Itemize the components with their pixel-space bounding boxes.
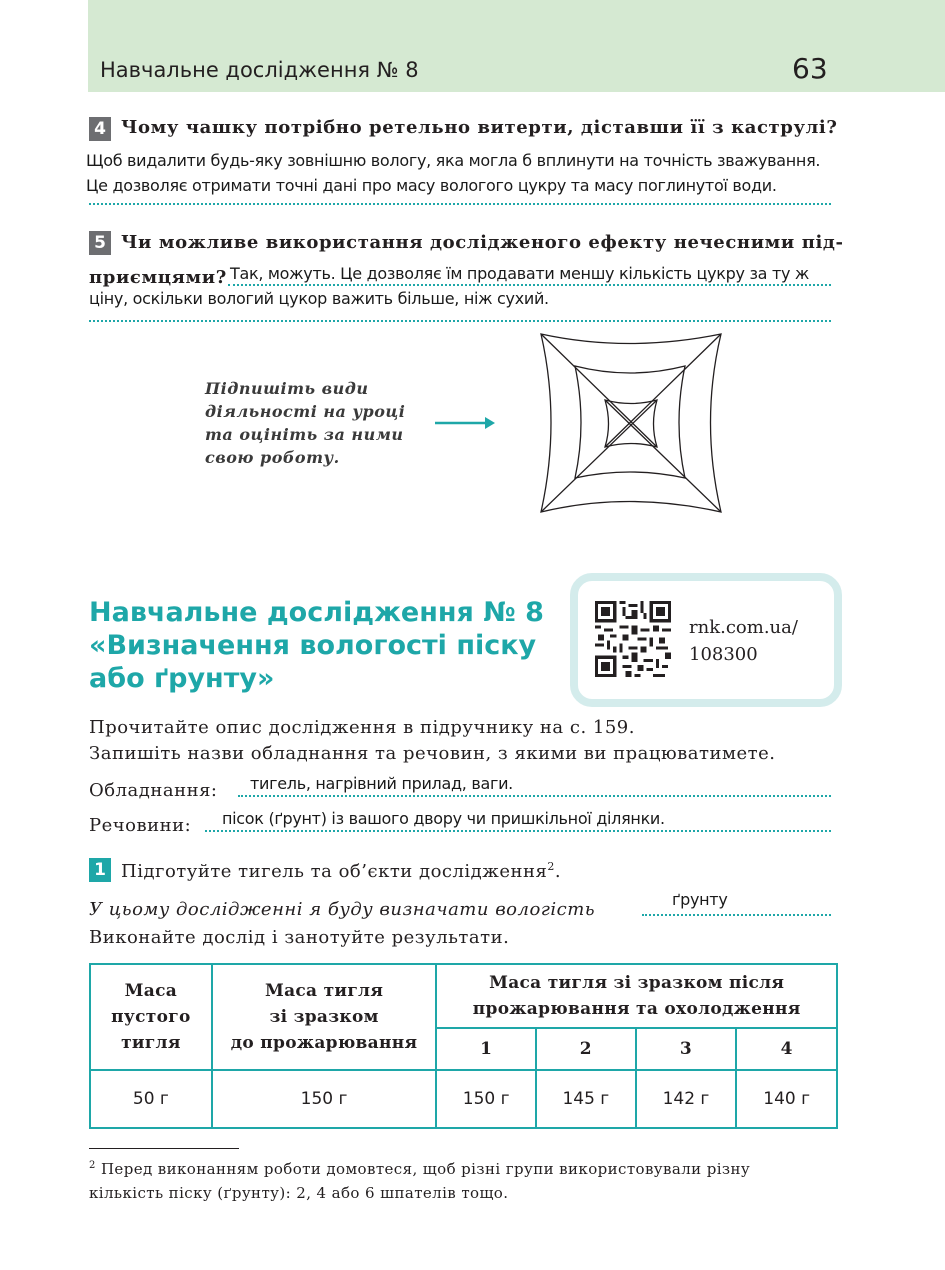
humidity-label: У цьому дослідженні я буду визначати вологість xyxy=(89,899,596,920)
footnote-line-2: кількість піску (ґрунту): 2, 4 або 6 шпателів тощо. xyxy=(89,1184,509,1202)
answer-5-dotted-line-2 xyxy=(89,320,831,322)
question-number-5: 5 xyxy=(89,231,111,255)
cell-after-1: 150 г xyxy=(436,1070,536,1128)
substances-value: пісок (ґрунт) із вашого двору чи пришкільної ділянки. xyxy=(222,809,665,828)
subheader-2: 2 xyxy=(536,1028,636,1070)
section-heading-line-1: Навчальне дослідження № 8 xyxy=(89,597,544,628)
equipment-label: Обладнання: xyxy=(89,780,218,801)
reflection-line-4: свою роботу. xyxy=(205,448,340,467)
step-1-text: Підготуйте тигель та об’єкти дослідження$^2$. xyxy=(121,860,562,882)
header-empty-crucible-mass: Маса пустого тигля xyxy=(90,964,212,1070)
section-heading-line-2: «Визначення вологості піску xyxy=(89,630,537,661)
footnote-divider xyxy=(89,1148,239,1149)
footnote-line-1: $^2$ Перед виконанням роботи домовтеся, щоб різні групи використовували різну xyxy=(89,1160,751,1178)
results-table xyxy=(89,963,838,1129)
answer-4-line-2: Це дозволяє отримати точні дані про масу вологого цукру та масу поглинутої води. xyxy=(86,176,777,195)
humidity-value: ґрунту xyxy=(672,890,728,909)
cell-after-2: 145 г xyxy=(536,1070,636,1128)
question-5-text-line-1: Чи можливе використання дослідженого ефекту нечесними під- xyxy=(121,232,844,253)
substances-dotted-line xyxy=(205,830,831,832)
subheader-4: 4 xyxy=(736,1028,837,1070)
subheader-1: 1 xyxy=(436,1028,536,1070)
answer-5-dotted-line-1 xyxy=(228,284,831,286)
header-mass-after-heating: Маса тигля зі зразком після прожарювання та охолодження xyxy=(436,964,837,1028)
cell-after-3: 142 г xyxy=(636,1070,737,1128)
arrow-right-icon xyxy=(433,414,497,432)
question-5-text-line-2: приємцями? xyxy=(89,267,227,288)
qr-link-text[interactable] xyxy=(689,614,798,668)
reflection-line-2: діяльності на уроці xyxy=(205,402,406,421)
subheader-3: 3 xyxy=(636,1028,737,1070)
table-row xyxy=(90,1070,837,1128)
qr-link-line-1: rnk.com.ua/ xyxy=(689,617,798,638)
reflection-instruction xyxy=(205,377,405,469)
cell-empty-crucible: 50 г xyxy=(90,1070,212,1128)
intro-line-2: Запишіть назви обладнання та речовин, з якими ви працюватимете. xyxy=(89,743,776,764)
question-4-text: Чому чашку потрібно ретельно витерти, діставши її з каструлі? xyxy=(121,117,838,138)
header-mass-before-heating: Маса тигля зі зразком до прожарювання xyxy=(212,964,437,1070)
instruction-line: Виконайте дослід і занотуйте результати. xyxy=(89,927,510,948)
equipment-value: тигель, нагрівний прилад, ваги. xyxy=(250,774,513,793)
question-number-4: 4 xyxy=(89,117,111,141)
answer-4-line-1: Щоб видалити будь-яку зовнішню вологу, яка могла б вплинути на точність зважування. xyxy=(86,151,821,170)
answer-5-line-1: Так, можуть. Це дозволяє їм продавати меншу кількість цукру за ту ж xyxy=(230,264,810,283)
substances-label: Речовини: xyxy=(89,815,192,836)
intro-line-1: Прочитайте опис дослідження в підручнику на с. 159. xyxy=(89,717,635,738)
answer-4-dotted-line xyxy=(89,203,831,205)
reflection-line-1: Підпишіть види xyxy=(205,379,369,398)
qr-link-line-2: 108300 xyxy=(689,644,758,665)
cell-before-heating: 150 г xyxy=(212,1070,437,1128)
cell-after-4: 140 г xyxy=(736,1070,837,1128)
footnote xyxy=(89,1154,841,1205)
footnote-mark: 2 xyxy=(547,860,555,873)
equipment-dotted-line xyxy=(238,795,831,797)
qr-code-icon[interactable] xyxy=(595,601,671,677)
step-number-1: 1 xyxy=(89,858,111,882)
running-header-title: Навчальне дослідження № 8 xyxy=(100,58,419,82)
answer-5-line-2: ціну, оскільки вологий цукор важить більше, ніж сухий. xyxy=(89,289,549,308)
section-heading-line-3: або ґрунту» xyxy=(89,663,275,694)
page-number: 63 xyxy=(792,52,828,85)
reflection-line-3: та оцініть за ними xyxy=(205,425,404,444)
section-heading xyxy=(89,596,544,695)
spiderweb-diagram xyxy=(535,328,730,520)
humidity-dotted-line xyxy=(642,914,831,916)
